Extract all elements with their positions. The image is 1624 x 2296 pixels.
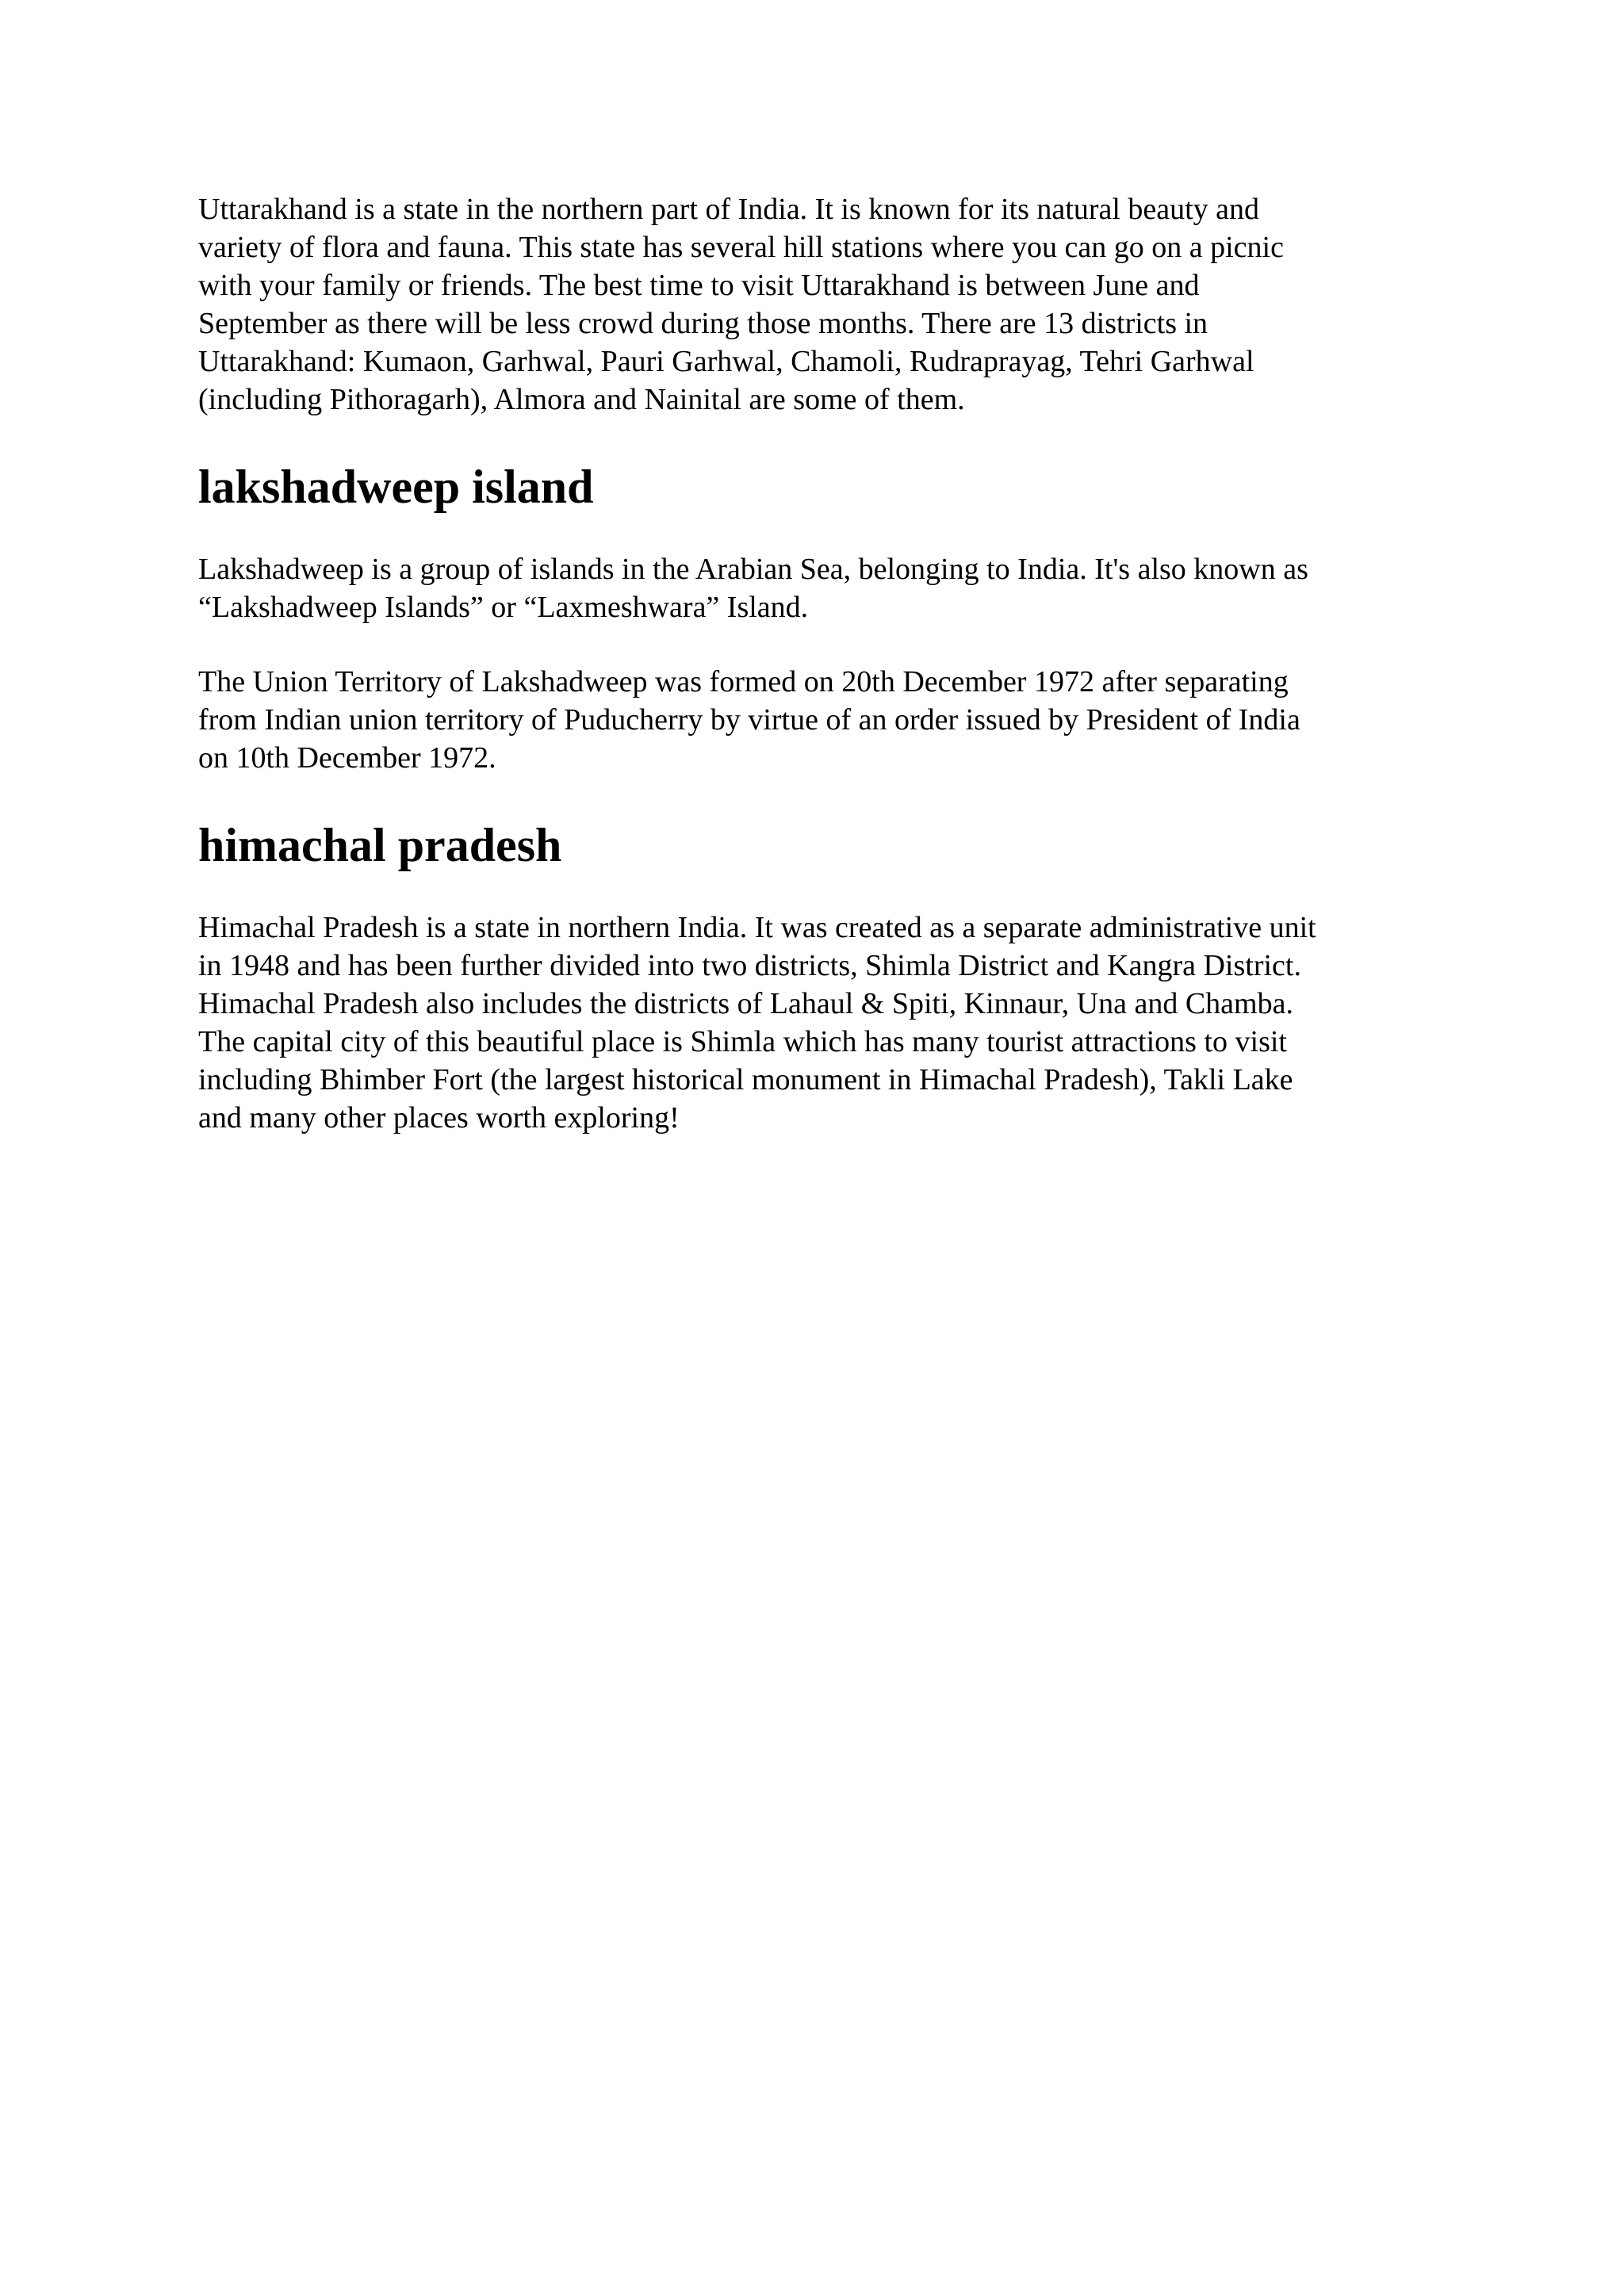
section-heading-lakshadweep: lakshadweep island xyxy=(198,461,594,513)
paragraph-line: (including Pithoragarh), Almora and Nainital are some of them. xyxy=(198,383,965,416)
paragraph-line: on 10th December 1972. xyxy=(198,741,496,775)
himachal-paragraph xyxy=(198,909,1435,1137)
paragraph-line: in 1948 and has been further divided into two districts, Shimla District and Kangra District. xyxy=(198,949,1301,982)
lakshadweep-paragraph-2 xyxy=(198,663,1435,777)
paragraph-line: The Union Territory of Lakshadweep was formed on 20th December 1972 after separating xyxy=(198,665,1289,698)
paragraph-line: September as there will be less crowd during those months. There are 13 districts in xyxy=(198,307,1208,340)
paragraph-line: Uttarakhand: Kumaon, Garhwal, Pauri Garhwal, Chamoli, Rudraprayag, Tehri Garhwal xyxy=(198,345,1254,378)
document-page xyxy=(198,190,1435,1137)
paragraph-line: Uttarakhand is a state in the northern part of India. It is known for its natural beauty and xyxy=(198,193,1260,226)
paragraph-line: Lakshadweep is a group of islands in the Arabian Sea, belonging to India. It's also known as xyxy=(198,553,1308,586)
paragraph-line: with your family or friends. The best time to visit Uttarakhand is between June and xyxy=(198,269,1200,302)
paragraph-line: Himachal Pradesh is a state in northern India. It was created as a separate administrative unit xyxy=(198,911,1316,944)
intro-paragraph xyxy=(198,190,1435,419)
paragraph-line: “Lakshadweep Islands” or “Laxmeshwara” Island. xyxy=(198,591,809,624)
paragraph-line: The capital city of this beautiful place is Shimla which has many tourist attractions to visit xyxy=(198,1025,1287,1058)
lakshadweep-paragraph-1 xyxy=(198,550,1435,626)
paragraph-line: Himachal Pradesh also includes the districts of Lahaul & Spiti, Kinnaur, Una and Chamba. xyxy=(198,987,1293,1020)
paragraph-line: and many other places worth exploring! xyxy=(198,1101,680,1135)
paragraph-line: from Indian union territory of Puducherry by virtue of an order issued by President of India xyxy=(198,703,1300,737)
section-heading-himachal: himachal pradesh xyxy=(198,819,562,871)
paragraph-line: including Bhimber Fort (the largest historical monument in Himachal Pradesh), Takli Lake xyxy=(198,1063,1293,1096)
paragraph-line: variety of flora and fauna. This state has several hill stations where you can go on a picnic xyxy=(198,231,1284,264)
